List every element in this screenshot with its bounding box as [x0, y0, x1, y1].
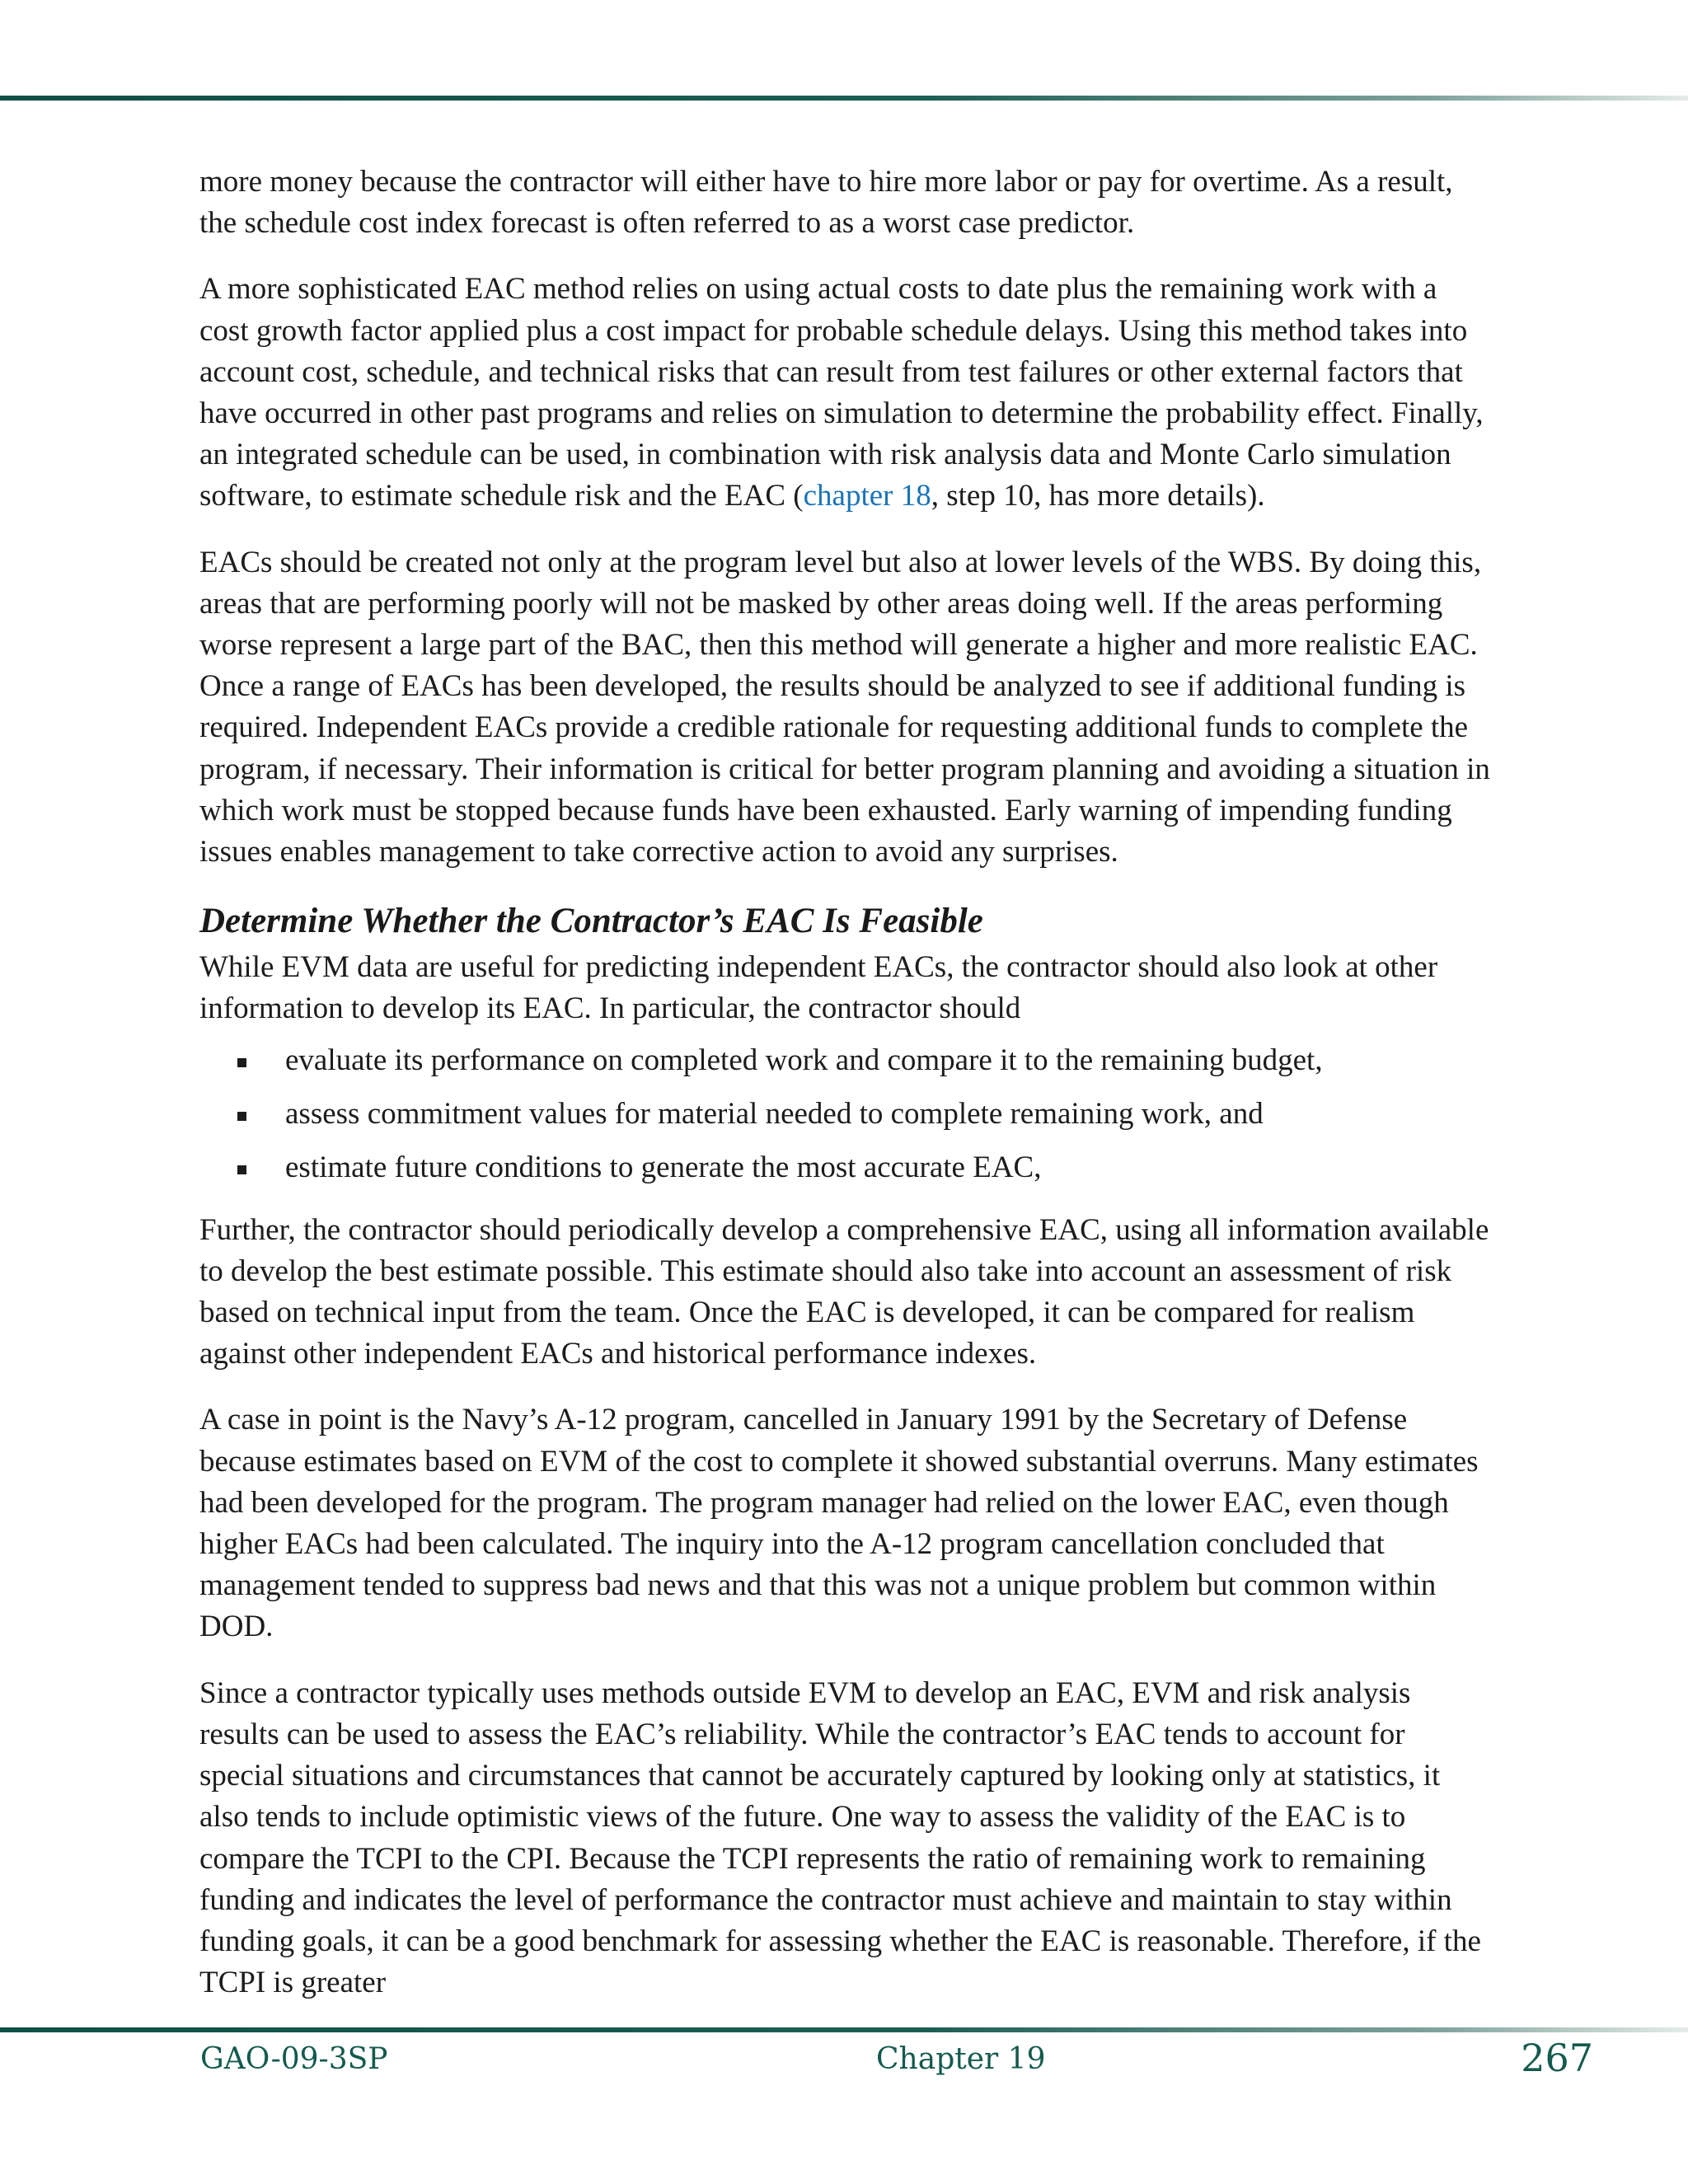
bottom-rule [0, 2027, 1688, 2032]
report-id: GAO-09-3SP [200, 2042, 388, 2076]
bullet-square-icon [237, 1058, 246, 1067]
paragraph-sophisticated-eac [199, 269, 1493, 517]
page-footer [0, 2034, 1688, 2092]
bullet-list [199, 1040, 1493, 1188]
list-item [199, 1147, 1493, 1188]
chapter-label: Chapter 19 [876, 2042, 1046, 2076]
paragraph-text: A more sophisticated EAC method relies on using actual costs to date plus the remaining work with a cost growth factor applied plus a cost impact for probable schedule delays. Using this method takes into account cost, schedule, and technical risks that can result from test failures or other external factors that have occurred in other past programs and relies on simulation to determine the probability effect. Finally, an integrated schedule can be used, in combination with risk analysis data and Monte Carlo simulation software, to estimate schedule risk and the EAC ( [199, 272, 1484, 513]
list-item [199, 1094, 1493, 1135]
paragraph-evm-data: While EVM data are useful for predicting independent EACs, the contractor should also look at other information to develop its EAC. In particular, the contractor should [199, 950, 1438, 1026]
paragraph-worst-case: more money because the contractor will either have to hire more labor or pay for overtime. As a result, the schedule cost index forecast is often referred to as a worst case predictor. [199, 165, 1453, 241]
paragraph-eac-levels: EACs should be created not only at the program level but also at lower levels of the WBS. By doing this, areas that are performing poorly will not be masked by other areas doing well. If the areas performing worse represent a large part of the BAC, then this method will generate a higher and more realistic EAC. Once a range of EACs has been developed, the results should be analyzed to see if additional funding is required. Independent EACs provide a credible rationale for requesting additional funds to complete the program, if necessary. Their information is critical for better program planning and avoiding a situation in which work must be stopped because funds have been exhausted. Early warning of impending funding issues enables management to take corrective action to avoid any surprises. [199, 545, 1490, 869]
chapter-18-link[interactable]: chapter 18 [803, 479, 931, 513]
list-item-text: estimate future conditions to generate the most accurate EAC, [285, 1150, 1042, 1184]
paragraph-comprehensive-eac: Further, the contractor should periodically develop a comprehensive EAC, using all information available to develop the best estimate possible. This estimate should also take into account an assessment of risk based on technical input from the team. Once the EAC is developed, it can be compared for realism against other independent EACs and historical performance indexes. [199, 1212, 1489, 1371]
section-heading: Determine Whether the Contractor’s EAC Is Feasible [199, 902, 983, 941]
list-item [199, 1040, 1493, 1081]
page-number: 267 [1521, 2036, 1593, 2080]
list-item-text: evaluate its performance on completed work and compare it to the remaining budget, [285, 1043, 1323, 1077]
paragraph-a12-case: A case in point is the Navy’s A-12 program, cancelled in January 1991 by the Secretary of Defense because estimates based on EVM of the cost to complete it showed substantial overruns. Many estimates had been developed for the program. The program manager had relied on the lower EAC, even though higher EACs had been calculated. The inquiry into the A-12 program cancellation concluded that management tended to suppress bad news and that this was not a unique problem but common within DOD. [199, 1403, 1479, 1644]
paragraph-text: , step 10, has more details). [931, 479, 1265, 513]
paragraph-tcpi: Since a contractor typically uses methods outside EVM to develop an EAC, EVM and risk analysis results can be used to assess the EAC’s reliability. While the contractor’s EAC tends to account for special situations and circumstances that cannot be accurately captured by looking only at statistics, it also tends to include optimistic views of the future. One way to assess the validity of the EAC is to compare the TCPI to the CPI. Because the TCPI represents the ratio of remaining work to remaining funding and indicates the level of performance the contractor must achieve and maintain to stay within funding goals, it can be a good benchmark for assessing whether the EAC is reasonable. Therefore, if the TCPI is greater [199, 1675, 1481, 2000]
bullet-square-icon [237, 1112, 246, 1121]
top-rule [0, 96, 1688, 101]
page-body [199, 162, 1493, 2028]
list-item-text: assess commitment values for material needed to complete remaining work, and [285, 1096, 1264, 1131]
bullet-square-icon [237, 1165, 246, 1174]
